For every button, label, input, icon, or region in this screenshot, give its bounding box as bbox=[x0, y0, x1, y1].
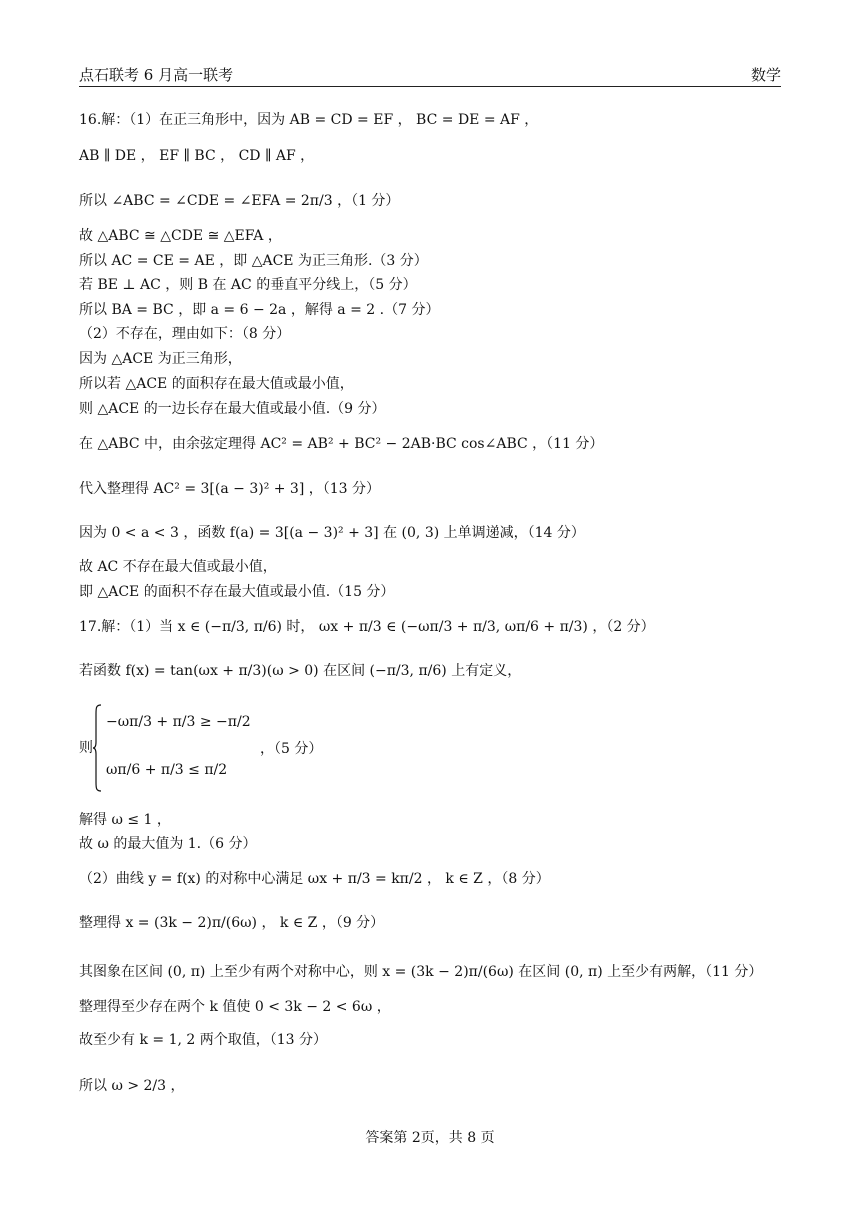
solution-line: 则 bbox=[79, 740, 93, 756]
page-footer: 答案第 2页，共 8 页 bbox=[365, 1130, 495, 1146]
solution-line: （2）不存在，理由如下：（8 分） bbox=[79, 326, 291, 342]
solution-line: 故 ω 的最大值为 1.（6 分） bbox=[79, 836, 257, 852]
equation-system-brace bbox=[92, 704, 102, 792]
solution-line: AB ∥ DE ， EF ∥ BC ， CD ∥ AF ， bbox=[79, 148, 315, 164]
solution-line: 所以 AC = CE = AE ，即 △ACE 为正三角形.（3 分） bbox=[79, 253, 428, 269]
subject-label: 数学 bbox=[750, 66, 781, 84]
system-inequality-2: ωπ/6 + π/3 ≤ π/2 bbox=[106, 762, 228, 778]
solution-line: 所以 BA = BC ，即 a = 6 − 2a ，解得 a = 2 .（7 分） bbox=[79, 302, 440, 318]
system-score: ，（5 分） bbox=[260, 741, 323, 757]
solution-line: 故 △ABC ≅ △CDE ≅ △EFA ， bbox=[79, 228, 282, 244]
solution-line: 代入整理得 AC² = 3[(a − 3)² + 3] ，（13 分） bbox=[79, 481, 381, 497]
solution-line: 所以若 △ACE 的面积存在最大值或最小值， bbox=[79, 376, 354, 392]
system-inequality-1: −ωπ/3 + π/3 ≥ −π/2 bbox=[106, 714, 251, 730]
solution-line: 16.解：（1）在正三角形中，因为 AB = CD = EF ， BC = DE = AF ， bbox=[79, 112, 539, 128]
solution-line: 所以 ω > 2/3 ， bbox=[79, 1078, 185, 1094]
solution-line: 因为 0 < a < 3 ，函数 f(a) = 3[(a − 3)² + 3] 在 (0, 3) 上单调递减，（14 分） bbox=[79, 525, 585, 541]
solution-line: 整理得 x = (3k − 2)π/(6ω) ， k ∈ Z ，（9 分） bbox=[79, 915, 385, 931]
solution-line: 解得 ω ≤ 1 ， bbox=[79, 812, 171, 828]
solution-line: 故至少有 k = 1, 2 两个取值，（13 分） bbox=[79, 1032, 327, 1048]
exam-title: 点石联考 6 月高一联考 bbox=[79, 66, 234, 84]
solution-line: 所以 ∠ABC = ∠CDE = ∠EFA = 2π/3 ，（1 分） bbox=[79, 193, 400, 209]
solution-line: 因为 △ACE 为正三角形， bbox=[79, 351, 242, 367]
solution-line: 则 △ACE 的一边长存在最大值或最小值.（9 分） bbox=[79, 401, 386, 417]
solution-line: 17.解：（1）当 x ∈ (−π/3, π/6) 时， ωx + π/3 ∈ (−ωπ/3 + π/3, ωπ/6 + π/3) ，（2 分） bbox=[79, 619, 655, 635]
solution-line: 在 △ABC 中，由余弦定理得 AC² = AB² + BC² − 2AB·BC cos∠ABC ，（11 分） bbox=[79, 436, 604, 452]
solution-line: 故 AC 不存在最大值或最小值， bbox=[79, 559, 277, 575]
solution-line: 其图象在区间 (0, π) 上至少有两个对称中心，则 x = (3k − 2)π/(6ω) 在区间 (0, π) 上至少有两解，（11 分） bbox=[79, 964, 763, 980]
solution-line: 若函数 f(x) = tan(ωx + π/3)(ω > 0) 在区间 (−π/3, π/6) 上有定义， bbox=[79, 663, 522, 679]
solution-line: 若 BE ⊥ AC ，则 B 在 AC 的垂直平分线上，（5 分） bbox=[79, 277, 417, 293]
solution-line: 即 △ACE 的面积不存在最大值或最小值.（15 分） bbox=[79, 584, 395, 600]
solution-line: 整理得至少存在两个 k 值使 0 < 3k − 2 < 6ω ， bbox=[79, 999, 391, 1015]
page-header bbox=[79, 62, 781, 87]
solution-line: （2）曲线 y = f(x) 的对称中心满足 ωx + π/3 = kπ/2 ， k ∈ Z ，（8 分） bbox=[79, 871, 550, 887]
